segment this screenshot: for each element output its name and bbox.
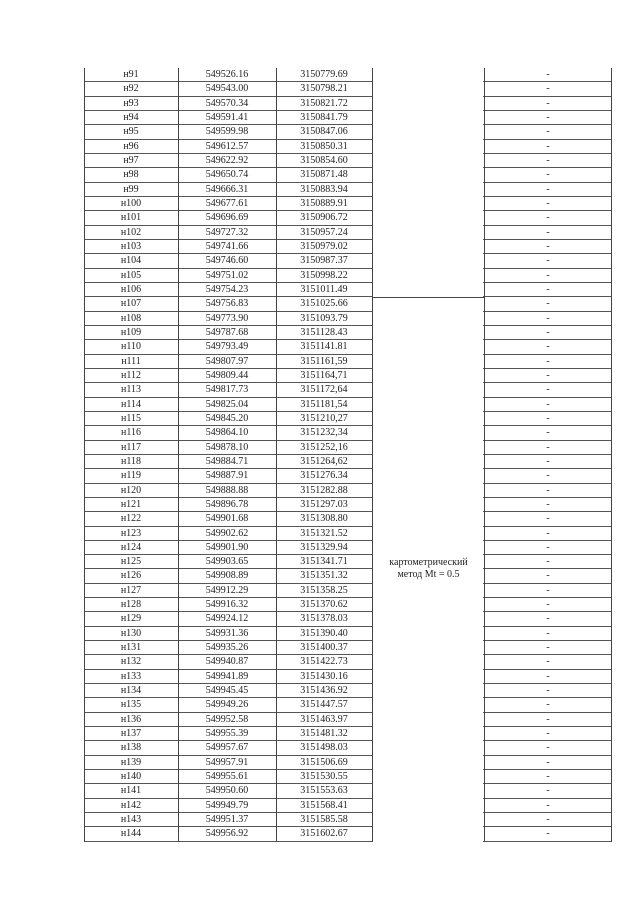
error-cell: - bbox=[546, 627, 550, 639]
y-coordinate-cell: 3151308.80 bbox=[300, 513, 348, 525]
error-cell: - bbox=[546, 670, 550, 682]
error-cell: - bbox=[546, 455, 550, 467]
error-cell: - bbox=[546, 613, 550, 625]
point-cell: н134 bbox=[120, 685, 142, 697]
point-cell: н106 bbox=[120, 283, 142, 295]
table-row bbox=[84, 211, 612, 225]
y-coordinate-cell: 3151128.43 bbox=[300, 326, 348, 338]
y-coordinate-cell: 3151011.49 bbox=[300, 283, 348, 295]
x-coordinate-cell: 549956.92 bbox=[205, 828, 249, 840]
x-coordinate-cell: 549896.78 bbox=[205, 498, 249, 510]
point-cell: н139 bbox=[120, 756, 142, 768]
x-coordinate-cell: 549924.12 bbox=[205, 613, 249, 625]
point-cell: н131 bbox=[120, 642, 142, 654]
error-cell: - bbox=[546, 785, 550, 797]
table-row bbox=[84, 555, 612, 569]
x-coordinate-cell: 549622.92 bbox=[205, 154, 249, 166]
x-coordinate-cell: 549809.44 bbox=[205, 369, 249, 381]
y-coordinate-cell: 3150998.22 bbox=[300, 269, 348, 281]
table-row bbox=[84, 527, 612, 541]
table-row bbox=[84, 82, 612, 96]
point-cell: н114 bbox=[121, 398, 141, 410]
x-coordinate-cell: 549864.10 bbox=[205, 427, 249, 439]
y-coordinate-cell: 3150979.02 bbox=[300, 240, 348, 252]
x-coordinate-cell: 549957.67 bbox=[205, 742, 249, 754]
error-cell: - bbox=[546, 312, 550, 324]
table-row bbox=[84, 154, 612, 168]
table-row bbox=[84, 756, 612, 770]
x-coordinate-cell: 549591.41 bbox=[205, 111, 249, 123]
x-coordinate-cell: 549727.32 bbox=[205, 226, 249, 238]
point-cell: н103 bbox=[120, 240, 142, 252]
x-coordinate-cell: 549650.74 bbox=[205, 169, 249, 181]
x-coordinate-cell: 549612.57 bbox=[205, 140, 249, 152]
table-row bbox=[84, 441, 612, 455]
y-coordinate-cell: 3151430.16 bbox=[300, 670, 348, 682]
error-cell: - bbox=[546, 269, 550, 281]
error-cell: - bbox=[546, 154, 550, 166]
table-col-divider-point bbox=[178, 68, 179, 842]
x-coordinate-cell: 549902.62 bbox=[205, 527, 249, 539]
table-row bbox=[84, 283, 612, 297]
error-cell: - bbox=[546, 441, 550, 453]
x-coordinate-cell: 549825.04 bbox=[205, 398, 249, 410]
y-coordinate-cell: 3150883.94 bbox=[300, 183, 348, 195]
y-coordinate-cell: 3150779.69 bbox=[300, 69, 348, 80]
table-row bbox=[84, 512, 612, 526]
error-cell: - bbox=[546, 355, 550, 367]
table-row bbox=[84, 312, 612, 326]
y-coordinate-cell: 3150906.72 bbox=[300, 212, 348, 224]
x-coordinate-cell: 549666.31 bbox=[205, 183, 249, 195]
x-coordinate-cell: 549756.83 bbox=[205, 298, 249, 310]
x-coordinate-cell: 549888.88 bbox=[205, 484, 249, 496]
point-cell: н110 bbox=[121, 341, 141, 353]
error-cell: - bbox=[546, 814, 550, 826]
point-cell: н108 bbox=[120, 312, 142, 324]
error-cell: - bbox=[546, 111, 550, 123]
y-coordinate-cell: 3150957.24 bbox=[300, 226, 348, 238]
point-cell: н129 bbox=[120, 613, 142, 625]
y-coordinate-cell: 3151264,62 bbox=[300, 455, 348, 467]
point-cell: н126 bbox=[120, 570, 142, 582]
error-cell: - bbox=[546, 126, 550, 138]
table-row bbox=[84, 168, 612, 182]
point-cell: н118 bbox=[121, 455, 141, 467]
table-row bbox=[84, 226, 612, 240]
y-coordinate-cell: 3151602.67 bbox=[300, 828, 348, 840]
error-cell: - bbox=[546, 513, 550, 525]
error-cell: - bbox=[546, 599, 550, 611]
point-cell: н107 bbox=[120, 298, 142, 310]
table-row bbox=[84, 254, 612, 268]
table-row bbox=[84, 684, 612, 698]
y-coordinate-cell: 3151498.03 bbox=[300, 742, 348, 754]
error-cell: - bbox=[546, 470, 550, 482]
table-row bbox=[84, 125, 612, 139]
y-coordinate-cell: 3151341.71 bbox=[300, 556, 348, 568]
error-cell: - bbox=[546, 369, 550, 381]
point-cell: н132 bbox=[120, 656, 142, 668]
y-coordinate-cell: 3150871.48 bbox=[300, 169, 348, 181]
y-coordinate-cell: 3151164,71 bbox=[300, 369, 348, 381]
table-col-divider-method bbox=[484, 68, 485, 842]
method-line-2: метод Mt = 0.5 bbox=[397, 569, 460, 580]
y-coordinate-cell: 3151297.03 bbox=[300, 498, 348, 510]
error-cell: - bbox=[546, 799, 550, 811]
point-cell: н133 bbox=[120, 670, 142, 682]
table-row bbox=[84, 97, 612, 111]
y-coordinate-cell: 3151172,64 bbox=[300, 384, 348, 396]
x-coordinate-cell: 549570.34 bbox=[205, 97, 249, 109]
table-row bbox=[84, 627, 612, 641]
table-row bbox=[84, 412, 612, 426]
table-row bbox=[84, 269, 612, 283]
error-cell: - bbox=[546, 828, 550, 840]
point-cell: н98 bbox=[123, 169, 139, 181]
point-cell: н127 bbox=[120, 584, 142, 596]
x-coordinate-cell: 549935.26 bbox=[205, 642, 249, 654]
point-cell: н117 bbox=[121, 441, 141, 453]
point-cell: н101 bbox=[120, 212, 142, 224]
y-coordinate-cell: 3151447.57 bbox=[300, 699, 348, 711]
x-coordinate-cell: 549908.89 bbox=[205, 570, 249, 582]
table-row bbox=[84, 484, 612, 498]
method-merged-cell bbox=[373, 68, 483, 842]
point-cell: н137 bbox=[120, 728, 142, 740]
point-cell: н138 bbox=[120, 742, 142, 754]
point-cell: н125 bbox=[120, 556, 142, 568]
y-coordinate-cell: 3150821.72 bbox=[300, 97, 348, 109]
y-coordinate-cell: 3151276.34 bbox=[300, 470, 348, 482]
x-coordinate-cell: 549916.32 bbox=[205, 599, 249, 611]
y-coordinate-cell: 3151390.40 bbox=[300, 627, 348, 639]
error-cell: - bbox=[546, 742, 550, 754]
table-row bbox=[84, 827, 612, 841]
table-row bbox=[84, 784, 612, 798]
point-cell: н128 bbox=[120, 599, 142, 611]
point-cell: н111 bbox=[121, 355, 141, 367]
error-cell: - bbox=[546, 498, 550, 510]
error-cell: - bbox=[546, 427, 550, 439]
point-cell: н91 bbox=[123, 69, 139, 80]
error-cell: - bbox=[546, 283, 550, 295]
error-cell: - bbox=[546, 69, 550, 80]
error-cell: - bbox=[546, 212, 550, 224]
error-cell: - bbox=[546, 771, 550, 783]
table-row bbox=[84, 326, 612, 340]
y-coordinate-cell: 3151400.37 bbox=[300, 642, 348, 654]
table-row bbox=[84, 297, 612, 311]
table-row bbox=[84, 770, 612, 784]
point-cell: н121 bbox=[120, 498, 142, 510]
point-cell: н143 bbox=[120, 814, 142, 826]
y-coordinate-cell: 3151370.62 bbox=[300, 599, 348, 611]
x-coordinate-cell: 549957.91 bbox=[205, 756, 249, 768]
y-coordinate-cell: 3151422.73 bbox=[300, 656, 348, 668]
point-cell: н122 bbox=[120, 513, 142, 525]
table-col-divider-x bbox=[276, 68, 277, 842]
point-cell: н124 bbox=[120, 541, 142, 553]
table-row bbox=[84, 813, 612, 827]
x-coordinate-cell: 549526.16 bbox=[205, 69, 249, 80]
point-cell: н109 bbox=[120, 326, 142, 338]
x-coordinate-cell: 549941.89 bbox=[205, 670, 249, 682]
point-cell: н96 bbox=[123, 140, 139, 152]
table-row bbox=[84, 469, 612, 483]
point-cell: н116 bbox=[121, 427, 141, 439]
x-coordinate-cell: 549955.39 bbox=[205, 728, 249, 740]
table-row bbox=[84, 68, 612, 82]
y-coordinate-cell: 3151232,34 bbox=[300, 427, 348, 439]
point-cell: н102 bbox=[120, 226, 142, 238]
x-coordinate-cell: 549793.49 bbox=[205, 341, 249, 353]
x-coordinate-cell: 549949.79 bbox=[205, 799, 249, 811]
table-row bbox=[84, 713, 612, 727]
x-coordinate-cell: 549746.60 bbox=[205, 255, 249, 267]
y-coordinate-cell: 3150889.91 bbox=[300, 197, 348, 209]
table-row bbox=[84, 670, 612, 684]
table-row bbox=[84, 240, 612, 254]
point-cell: н99 bbox=[123, 183, 139, 195]
table-row bbox=[84, 612, 612, 626]
point-cell: н104 bbox=[120, 255, 142, 267]
error-cell: - bbox=[546, 412, 550, 424]
table-row bbox=[84, 383, 612, 397]
table-right-border bbox=[611, 68, 612, 842]
y-coordinate-cell: 3151025.66 bbox=[300, 298, 348, 310]
error-cell: - bbox=[546, 226, 550, 238]
error-cell: - bbox=[546, 384, 550, 396]
error-cell: - bbox=[546, 728, 550, 740]
y-coordinate-cell: 3151481.32 bbox=[300, 728, 348, 740]
y-coordinate-cell: 3151530.55 bbox=[300, 771, 348, 783]
point-cell: н136 bbox=[120, 713, 142, 725]
point-cell: н120 bbox=[120, 484, 142, 496]
table-row bbox=[84, 741, 612, 755]
y-coordinate-cell: 3151553.63 bbox=[300, 785, 348, 797]
table-row bbox=[84, 197, 612, 211]
point-cell: н115 bbox=[121, 412, 141, 424]
table-row bbox=[84, 541, 612, 555]
x-coordinate-cell: 549845.20 bbox=[205, 412, 249, 424]
point-cell: н93 bbox=[123, 97, 139, 109]
y-coordinate-cell: 3151506.69 bbox=[300, 756, 348, 768]
table-row bbox=[84, 569, 612, 583]
x-coordinate-cell: 549945.45 bbox=[205, 685, 249, 697]
error-cell: - bbox=[546, 584, 550, 596]
x-coordinate-cell: 549543.00 bbox=[205, 83, 249, 95]
x-coordinate-cell: 549949.26 bbox=[205, 699, 249, 711]
x-coordinate-cell: 549901.90 bbox=[205, 541, 249, 553]
table-row bbox=[84, 584, 612, 598]
error-cell: - bbox=[546, 685, 550, 697]
point-cell: н100 bbox=[120, 197, 142, 209]
x-coordinate-cell: 549741.66 bbox=[205, 240, 249, 252]
error-cell: - bbox=[546, 756, 550, 768]
error-cell: - bbox=[546, 255, 550, 267]
point-cell: н142 bbox=[120, 799, 142, 811]
error-cell: - bbox=[546, 97, 550, 109]
x-coordinate-cell: 549887.91 bbox=[205, 470, 249, 482]
error-cell: - bbox=[546, 713, 550, 725]
x-coordinate-cell: 549599.98 bbox=[205, 126, 249, 138]
point-cell: н123 bbox=[120, 527, 142, 539]
y-coordinate-cell: 3151321.52 bbox=[300, 527, 348, 539]
y-coordinate-cell: 3151436.92 bbox=[300, 685, 348, 697]
x-coordinate-cell: 549751.02 bbox=[205, 269, 249, 281]
y-coordinate-cell: 3151463.97 bbox=[300, 713, 348, 725]
table-row bbox=[84, 498, 612, 512]
y-coordinate-cell: 3150847.06 bbox=[300, 126, 348, 138]
y-coordinate-cell: 3150987.37 bbox=[300, 255, 348, 267]
table-row bbox=[84, 598, 612, 612]
point-cell: н119 bbox=[121, 470, 141, 482]
table-row bbox=[84, 655, 612, 669]
x-coordinate-cell: 549878.10 bbox=[205, 441, 249, 453]
error-cell: - bbox=[546, 197, 550, 209]
table-row bbox=[84, 183, 612, 197]
error-cell: - bbox=[546, 699, 550, 711]
table-row bbox=[84, 340, 612, 354]
y-coordinate-cell: 3151093.79 bbox=[300, 312, 348, 324]
method-line-1: картометрический bbox=[389, 557, 468, 568]
y-coordinate-cell: 3151282.88 bbox=[300, 484, 348, 496]
x-coordinate-cell: 549950.60 bbox=[205, 785, 249, 797]
y-coordinate-cell: 3151161,59 bbox=[300, 355, 348, 367]
error-cell: - bbox=[546, 398, 550, 410]
y-coordinate-cell: 3150841.79 bbox=[300, 111, 348, 123]
point-cell: н141 bbox=[120, 785, 142, 797]
point-cell: н140 bbox=[120, 771, 142, 783]
x-coordinate-cell: 549955.61 bbox=[205, 771, 249, 783]
x-coordinate-cell: 549940.87 bbox=[205, 656, 249, 668]
table-left-border bbox=[84, 68, 85, 842]
table-row bbox=[84, 698, 612, 712]
x-coordinate-cell: 549912.29 bbox=[205, 584, 249, 596]
table-row bbox=[84, 355, 612, 369]
error-cell: - bbox=[546, 140, 550, 152]
point-cell: н95 bbox=[123, 126, 139, 138]
error-cell: - bbox=[546, 527, 550, 539]
y-coordinate-cell: 3151252,16 bbox=[300, 441, 348, 453]
error-cell: - bbox=[546, 326, 550, 338]
y-coordinate-cell: 3150854.60 bbox=[300, 154, 348, 166]
x-coordinate-cell: 549677.61 bbox=[205, 197, 249, 209]
y-coordinate-cell: 3150798.21 bbox=[300, 83, 348, 95]
y-coordinate-cell: 3151378.03 bbox=[300, 613, 348, 625]
x-coordinate-cell: 549951.37 bbox=[205, 814, 249, 826]
error-cell: - bbox=[546, 541, 550, 553]
point-cell: н92 bbox=[123, 83, 139, 95]
method-text bbox=[373, 557, 484, 581]
x-coordinate-cell: 549696.69 bbox=[205, 212, 249, 224]
y-coordinate-cell: 3151585.58 bbox=[300, 814, 348, 826]
x-coordinate-cell: 549807.97 bbox=[205, 355, 249, 367]
point-cell: н113 bbox=[121, 384, 141, 396]
table-body bbox=[84, 68, 612, 842]
point-cell: н144 bbox=[120, 828, 142, 840]
y-coordinate-cell: 3151141.81 bbox=[300, 341, 348, 353]
x-coordinate-cell: 549952.58 bbox=[205, 713, 249, 725]
point-cell: н105 bbox=[120, 269, 142, 281]
table-row bbox=[84, 369, 612, 383]
error-cell: - bbox=[546, 183, 550, 195]
error-cell: - bbox=[546, 570, 550, 582]
error-cell: - bbox=[546, 341, 550, 353]
table-row bbox=[84, 398, 612, 412]
error-cell: - bbox=[546, 240, 550, 252]
x-coordinate-cell: 549903.65 bbox=[205, 556, 249, 568]
point-cell: н112 bbox=[121, 369, 141, 381]
x-coordinate-cell: 549773.90 bbox=[205, 312, 249, 324]
table-row bbox=[84, 111, 612, 125]
error-cell: - bbox=[546, 656, 550, 668]
error-cell: - bbox=[546, 556, 550, 568]
y-coordinate-cell: 3151210,27 bbox=[300, 412, 348, 424]
error-cell: - bbox=[546, 642, 550, 654]
table-row bbox=[84, 140, 612, 154]
table-row bbox=[84, 727, 612, 741]
table-row bbox=[84, 641, 612, 655]
x-coordinate-cell: 549754.23 bbox=[205, 283, 249, 295]
coordinate-table bbox=[84, 68, 612, 842]
error-cell: - bbox=[546, 484, 550, 496]
point-cell: н94 bbox=[123, 111, 139, 123]
x-coordinate-cell: 549884.71 bbox=[205, 455, 249, 467]
x-coordinate-cell: 549931.36 bbox=[205, 627, 249, 639]
table-row bbox=[84, 799, 612, 813]
y-coordinate-cell: 3151358.25 bbox=[300, 584, 348, 596]
y-coordinate-cell: 3151329.94 bbox=[300, 541, 348, 553]
y-coordinate-cell: 3151351.32 bbox=[300, 570, 348, 582]
x-coordinate-cell: 549787.68 bbox=[205, 326, 249, 338]
table-row bbox=[84, 426, 612, 440]
y-coordinate-cell: 3150850.31 bbox=[300, 140, 348, 152]
point-cell: н97 bbox=[123, 154, 139, 166]
y-coordinate-cell: 3151568.41 bbox=[300, 799, 348, 811]
point-cell: н130 bbox=[120, 627, 142, 639]
point-cell: н135 bbox=[120, 699, 142, 711]
x-coordinate-cell: 549901.68 bbox=[205, 513, 249, 525]
error-cell: - bbox=[546, 83, 550, 95]
table-row bbox=[84, 455, 612, 469]
error-cell: - bbox=[546, 298, 550, 310]
error-cell: - bbox=[546, 169, 550, 181]
method-cell-divider bbox=[373, 297, 484, 298]
y-coordinate-cell: 3151181,54 bbox=[300, 398, 348, 410]
x-coordinate-cell: 549817.73 bbox=[205, 384, 249, 396]
